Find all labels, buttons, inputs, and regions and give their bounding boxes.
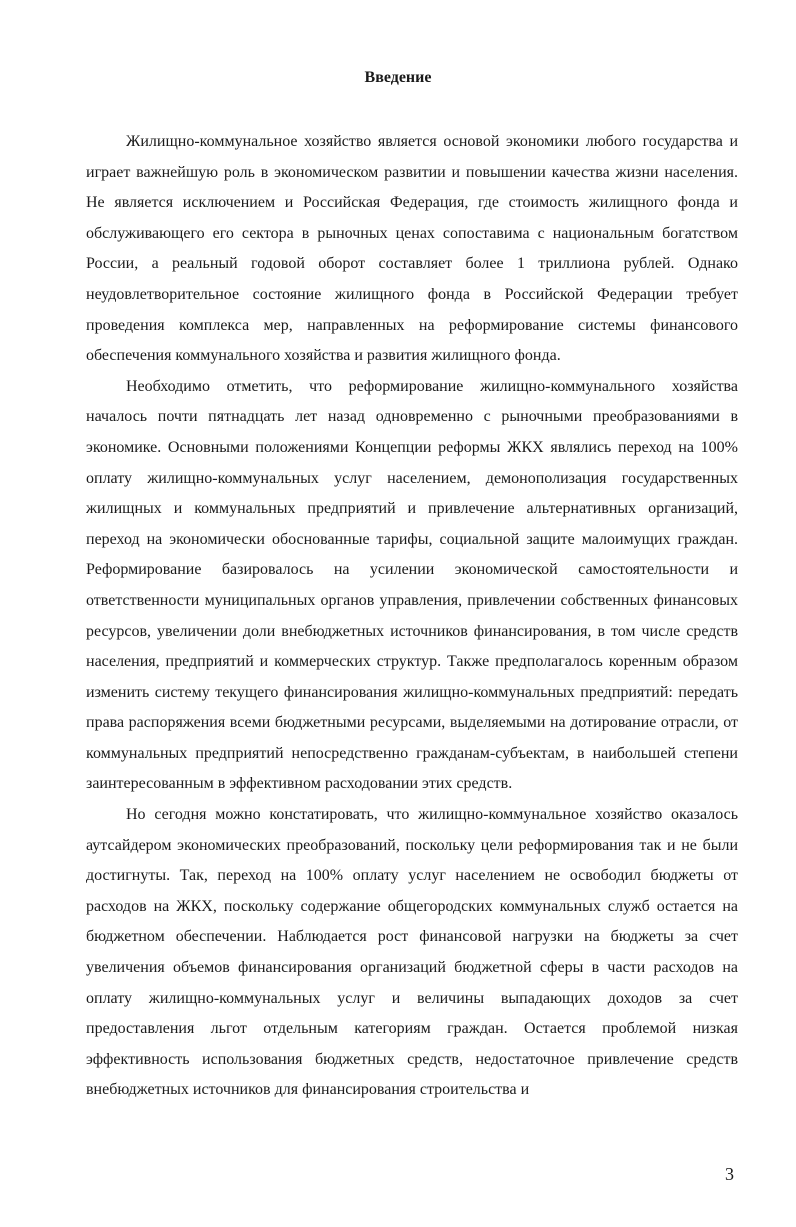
body-text (86, 127, 738, 1106)
paragraph-3: Но сегодня можно констатировать, что жилищно-коммунальное хозяйство оказалось аутсайдером экономических преобразований, поскольку цели реформирования так и не были достигнуты. Так, переход на 100% оплату услуг населением не освободил бюджеты от расходов на ЖКХ, поскольку содержание общегородских коммунальных служб остается на бюджетном обеспечении. Наблюдается рост финансовой нагрузки на бюджеты за счет увеличения объемов финансирования организаций бюджетной сферы в части расходов на оплату жилищно-коммунальных услуг и величины выпадающих доходов за счет предоставления льгот отдельным категориям граждан. Остается проблемой низкая эффективность использования бюджетных средств, недостаточное привлечение средств внебюджетных источников для финансирования строительства и (86, 806, 738, 1099)
page-number: 3 (725, 1164, 734, 1184)
paragraph-2: Необходимо отметить, что реформирование жилищно-коммунального хозяйства началось почти пятнадцать лет назад одновременно с рыночными преобразованиями в экономике. Основными положениями Концепции реформы ЖКХ являлись переход на 100% оплату жилищно-коммунальных услуг населением, демонополизация государственных жилищных и коммунальных предприятий и привлечение альтернативных организаций, переход на экономически обоснованные тарифы, социальной защите малоимущих граждан. Реформирование базировалось на усилении экономической самостоятельности и ответственности муниципальных органов управления, привлечении собственных финансовых ресурсов, увеличении доли внебюджетных источников финансирования, в том числе средств населения, предприятий и коммерческих структур. Также предполагалось коренным образом изменить систему текущего финансирования жилищно-коммунальных предприятий: передать права распоряжения всеми бюджетными ресурсами, выделяемыми на дотирование отрасли, от коммунальных предприятий непосредственно гражданам-субъектам, в наибольшей степени заинтересованным в эффективном расходовании этих средств. (86, 377, 738, 793)
page-title: Введение (364, 69, 432, 86)
paragraph-1: Жилищно-коммунальное хозяйство является основой экономики любого государства и играет важнейшую роль в экономическом развитии и повышении качества жизни населения. Не является исключением и Российская Федерация, где стоимость жилищного фонда и обслуживающего его сектора в рыночных ценах сопоставима с национальным богатством России, а реальный годовой оборот составляет более 1 триллиона рублей. Однако неудовлетворительное состояние жилищного фонда в Российской Федерации требует проведения комплекса мер, направленных на реформирование системы финансового обеспечения коммунального хозяйства и развития жилищного фонда. (86, 133, 738, 365)
